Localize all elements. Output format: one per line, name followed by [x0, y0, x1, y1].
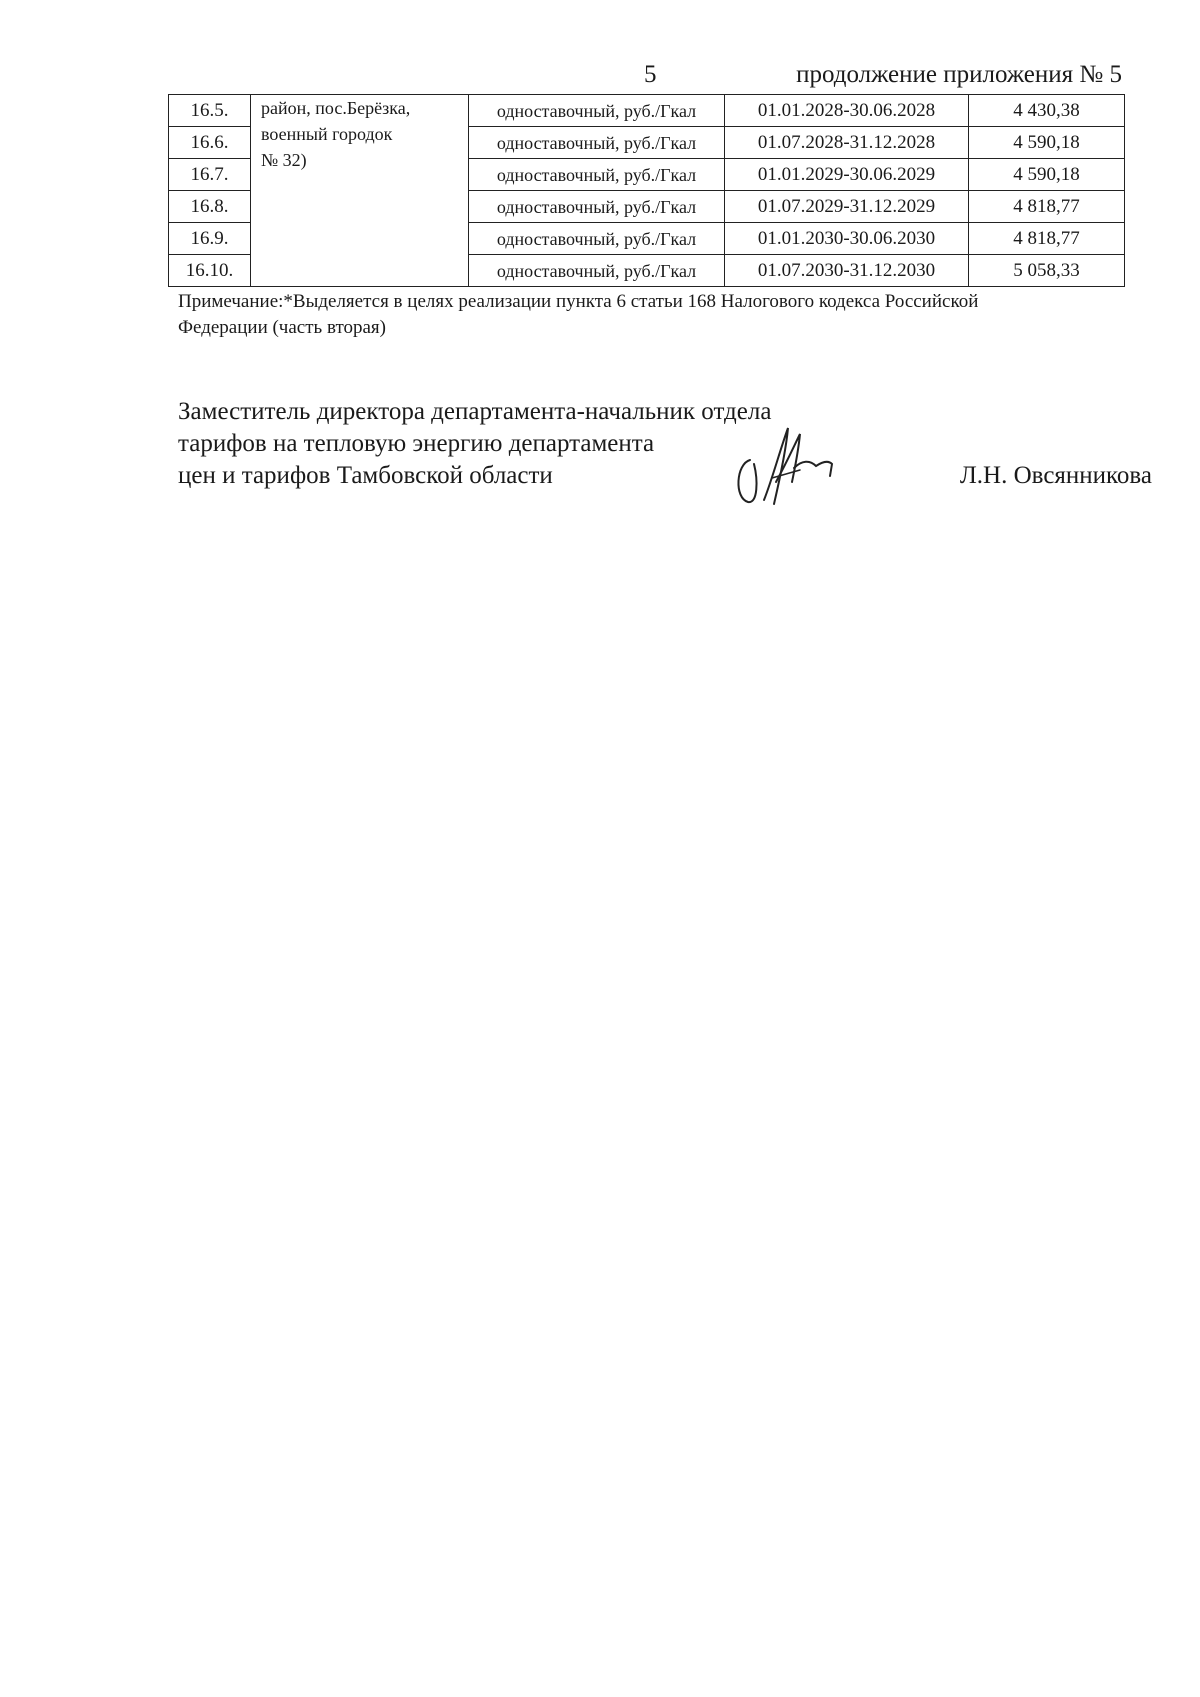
tariff-period: 01.01.2028-30.06.2028 — [725, 95, 969, 127]
tariff-period: 01.07.2029-31.12.2029 — [725, 191, 969, 223]
row-number: 16.7. — [169, 159, 251, 191]
tariff-type: одноставочный, руб./Гкал — [469, 191, 725, 223]
tariff-period: 01.07.2028-31.12.2028 — [725, 127, 969, 159]
handwritten-signature-icon — [728, 420, 848, 510]
tariff-type: одноставочный, руб./Гкал — [469, 159, 725, 191]
row-number: 16.8. — [169, 191, 251, 223]
address-line: военный городок — [261, 124, 393, 144]
tariff-type: одноставочный, руб./Гкал — [469, 255, 725, 287]
tariff-value: 5 058,33 — [969, 255, 1125, 287]
tariff-value: 4 430,38 — [969, 95, 1125, 127]
tariff-value: 4 590,18 — [969, 127, 1125, 159]
tariff-type: одноставочный, руб./Гкал — [469, 127, 725, 159]
row-number: 16.10. — [169, 255, 251, 287]
table-row — [169, 95, 1125, 127]
tariff-period: 01.01.2029-30.06.2029 — [725, 159, 969, 191]
row-number: 16.5. — [169, 95, 251, 127]
position-line: Заместитель директора департамента-начальник отдела — [178, 398, 772, 425]
position-line: тарифов на тепловую энергию департамента — [178, 430, 655, 457]
tariff-type: одноставочный, руб./Гкал — [469, 95, 725, 127]
position-line: цен и тарифов Тамбовской области — [178, 462, 553, 489]
address-line: № 32) — [261, 150, 307, 170]
row-number: 16.6. — [169, 127, 251, 159]
tariff-type: одноставочный, руб./Гкал — [469, 223, 725, 255]
note-line: Примечание:*Выделяется в целях реализации пункта 6 статьи 168 Налогового кодекса Российской — [178, 291, 979, 312]
tariff-value: 4 818,77 — [969, 223, 1125, 255]
row-number: 16.9. — [169, 223, 251, 255]
tariff-value: 4 818,77 — [969, 191, 1125, 223]
tariff-period: 01.07.2030-31.12.2030 — [725, 255, 969, 287]
signatory-position — [178, 396, 771, 492]
tariff-table — [168, 94, 1125, 287]
table-note — [178, 289, 1128, 341]
address-cell — [251, 95, 469, 287]
note-line: Федерации (часть вторая) — [178, 317, 386, 338]
appendix-continuation-label: продолжение приложения № 5 — [796, 61, 1122, 88]
address-line: район, пос.Берёзка, — [261, 98, 411, 118]
tariff-value: 4 590,18 — [969, 159, 1125, 191]
page-number: 5 — [644, 61, 657, 88]
signer-name: Л.Н. Овсянникова — [959, 462, 1152, 489]
tariff-period: 01.01.2030-30.06.2030 — [725, 223, 969, 255]
